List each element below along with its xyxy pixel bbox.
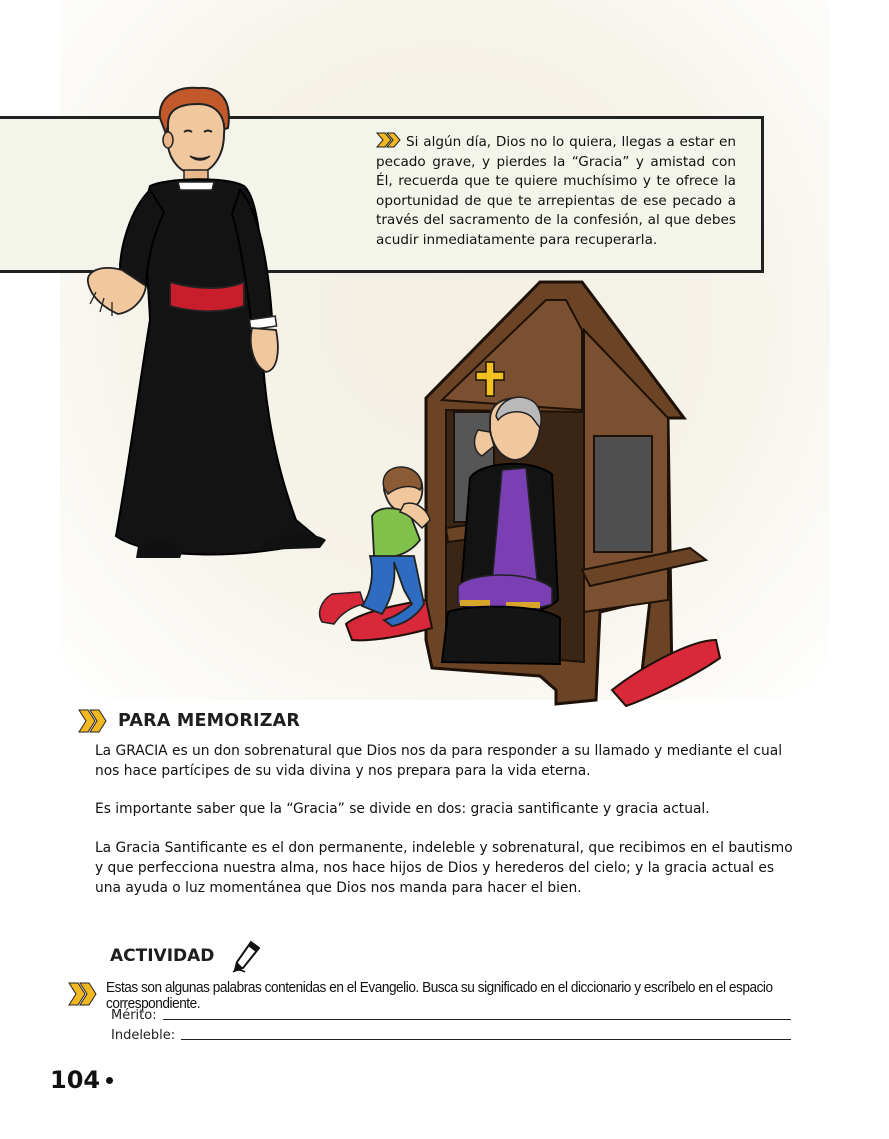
double-chevron-icon [68,982,98,1006]
page-number-text: 104 [50,1066,101,1094]
priest-figure [88,88,326,558]
double-chevron-icon [78,709,108,733]
write-line-indeleble[interactable] [181,1039,791,1040]
memorize-title: PARA MEMORIZAR [118,711,301,731]
activity-instruction: Estas son algunas palabras contenidas en el Evangelio. Busca su significado en el diccionario y escríbelo en el espacio correspondiente. [106,979,773,1012]
write-line-merito[interactable] [163,1019,791,1020]
speech-text: Si algún día, Dios no lo quiera, llegas a estar en pecado grave, y pierdes la “Gracia” y amistad con Él, recuerda que te quiere muchísimo y te ofrece la oportunidad de que te arrepientas de ese pecado a través del sacramento de la confesión, al que debes acudir inmediatamente para recuperarla. [376,134,736,248]
memorize-paragraph-2: Es importante saber que la “Gracia” se divide en dos: gracia santificante y gracia actual. [95,801,710,817]
field-indeleble [111,1025,791,1043]
pencil-icon [231,940,263,974]
double-chevron-icon [376,132,402,148]
memorize-paragraph-1: La GRACIA es un don sobrenatural que Dios nos da para responder a su llamado y mediante el cual nos hace partícipes de su vida divina y nos prepara para la vida eterna. [95,743,783,779]
speech-text-block [376,132,736,250]
memorize-header [78,708,300,734]
memorize-paragraph-3: La Gracia Santificante es el don permanente, indeleble y sobrenatural, que recibimos en el bautismo y que perfecciona nuestra alma, nos hace hijos de Dios y herederos del cielo; y la gracia actual es una ayuda o luz momentánea que Dios nos manda para hacer el bien. [95,840,793,896]
field-label: Mérito: [111,1008,157,1023]
field-label: Indeleble: [111,1028,176,1043]
kneeling-boy [320,467,430,626]
page-number [50,1066,113,1094]
field-merito [111,1005,791,1023]
page-number-dot [106,1077,113,1084]
activity-title: ACTIVIDAD [110,946,215,966]
